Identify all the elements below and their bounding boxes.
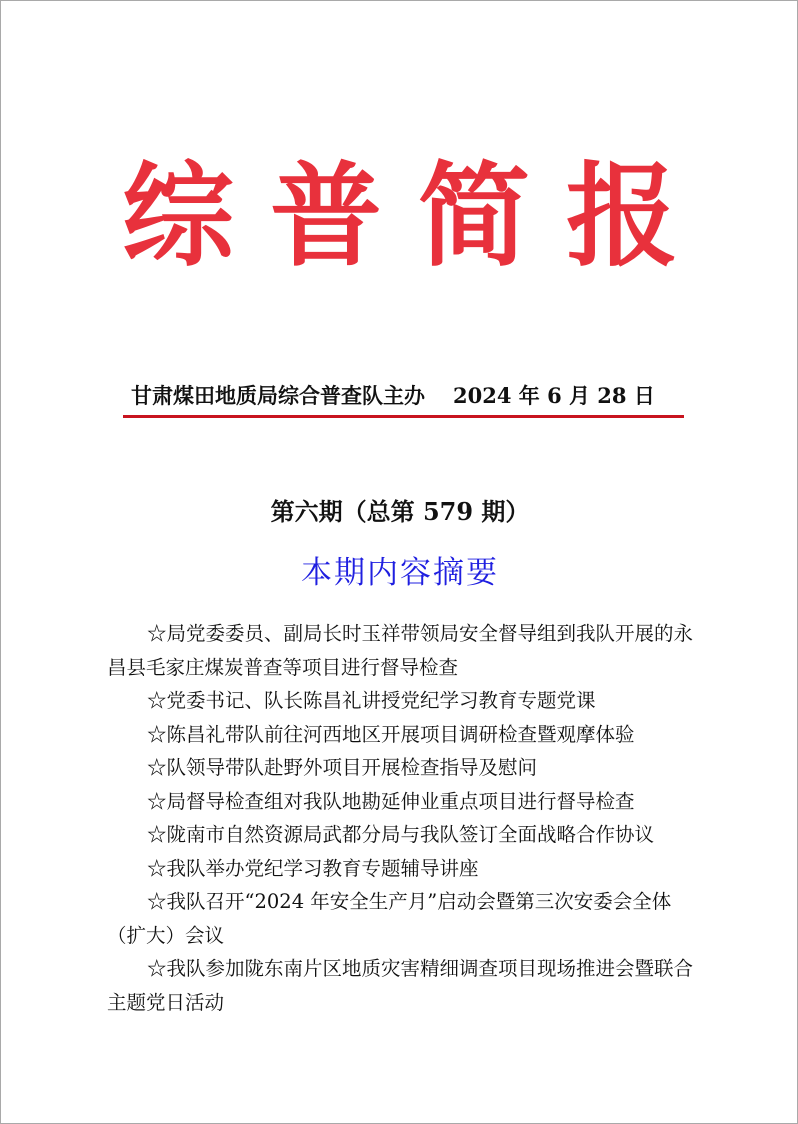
list-item: ☆队领导带队赴野外项目开展检查指导及慰问: [147, 756, 538, 779]
list-item: ☆局党委委员、副局长时玉祥带领局安全督导组到我队开展的永昌县毛家庄煤炭普查等项目进行督导检查: [107, 622, 694, 679]
summary-title: 本期内容摘要: [301, 555, 499, 591]
publish-date: 2024 年 6 月 28 日: [453, 383, 655, 408]
masthead-char: 简: [418, 151, 530, 282]
list-item: ☆我队参加陇东南片区地质灾害精细调查项目现场推进会暨联合主题党日活动: [107, 957, 694, 1014]
masthead-char: 报: [566, 151, 678, 282]
masthead-char: 综: [122, 151, 234, 282]
publisher-line: [131, 381, 691, 411]
list-item: ☆陇南市自然资源局武都分局与我队签订全面战略合作协议: [147, 823, 655, 846]
list-item: ☆陈昌礼带队前往河西地区开展项目调研检查暨观摩体验: [147, 722, 635, 746]
masthead-title: [1, 153, 798, 281]
list-item: ☆我队举办党纪学习教育专题辅导讲座: [147, 856, 479, 880]
publisher-org: 甘肃煤田地质局综合普查队主办: [131, 383, 425, 408]
red-divider: [123, 415, 684, 418]
summary-list: [107, 617, 695, 1019]
issue-number: 第六期（总第 579 期）: [270, 497, 530, 526]
list-item: ☆局督导检查组对我队地勘延伸业重点项目进行督导检查: [147, 789, 635, 813]
list-item: ☆我队召开“2024 年安全生产月”启动会暨第三次安委会全体（扩大）会议: [107, 890, 672, 947]
masthead-char: 普: [270, 151, 382, 282]
list-item: ☆党委书记、队长陈昌礼讲授党纪学习教育专题党课: [147, 689, 596, 712]
